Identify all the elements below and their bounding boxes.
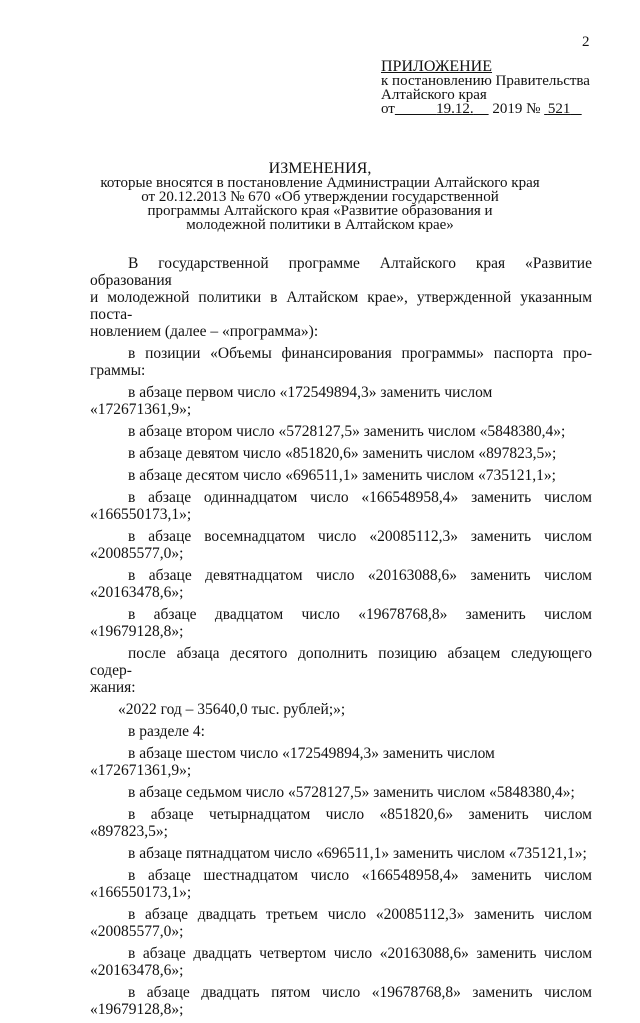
page-number: 2 (582, 34, 590, 50)
date-gap (474, 101, 489, 117)
addition-paragraph (90, 645, 592, 696)
section-item-6: в абзаце шестом число «172549894,3» заменить числом «172671361,9»; (90, 745, 495, 779)
addition-line-1: после абзаца десятого дополнить позицию абзацем следующего содер- (90, 645, 592, 679)
section-item-7: в абзаце седьмом число «5728127,5» заменить числом «5848380,4»; (128, 784, 575, 801)
item-18-line-2: «20085577,0»; (90, 545, 184, 562)
intro-line-3: новлением (далее – «программа»): (90, 323, 319, 340)
item-20-line-1: в абзаце двадцатом число «19678768,8» заменить числом (128, 606, 592, 623)
section-item-15: в абзаце пятнадцатом число «696511,1» заменить числом «735121,1»; (128, 845, 587, 862)
item-18-line-1: в абзаце восемнадцатом число «20085112,3» заменить числом (128, 528, 592, 545)
item-paragraph-11 (90, 489, 592, 523)
section-24-line-2: «20163478,6»; (90, 962, 184, 979)
section-item-16 (90, 867, 592, 901)
section-item-25 (90, 984, 592, 1018)
section-23-line-2: «20085577,0»; (90, 923, 184, 940)
position-paragraph (90, 345, 592, 379)
heading-line-4: молодежной политики в Алтайском крае» (186, 217, 454, 233)
item-19-line-2: «20163478,6»; (90, 584, 184, 601)
appendix-date-line (381, 102, 590, 116)
appendix-block (381, 60, 590, 116)
item-19-line-1: в абзаце девятнадцатом число «20163088,6» заменить числом (128, 567, 592, 584)
section-14-line-1: в абзаце четырнадцатом число «851820,6» заменить числом (128, 806, 592, 823)
section-item-23 (90, 906, 592, 940)
intro-line-2: и молодежной политики в Алтайском крае», утвержденной указанным поста- (90, 289, 592, 323)
position-line-1: в позиции «Объемы финансирования программы» паспорта про- (128, 345, 592, 362)
item-11-line-1: в абзаце одиннадцатом число «166548958,4» заменить числом (128, 489, 592, 506)
item-paragraph-18 (90, 528, 592, 562)
document-number-value: 521 (547, 101, 571, 117)
date-prefix: от (381, 101, 395, 117)
intro-paragraph (90, 255, 592, 340)
quoted-insertion: «2022 год – 35640,0 тыс. рублей;»; (118, 701, 346, 718)
section-heading: в разделе 4: (128, 723, 205, 740)
item-paragraph-10: в абзаце десятом число «696511,1» заменить числом «735121,1»; (128, 467, 556, 484)
heading-line-3: программы Алтайского края «Развитие образования и (147, 203, 493, 219)
appendix-title: ПРИЛОЖЕНИЕ (381, 58, 493, 75)
date-blank (395, 101, 436, 117)
document-body (90, 255, 592, 1023)
item-paragraph-9: в абзаце девятом число «851820,6» заменить числом «897823,5»; (128, 445, 557, 462)
heading-title: ИЗМЕНЕНИЯ, (268, 160, 372, 177)
intro-line-1: В государственной программе Алтайского края «Развитие образования (90, 255, 592, 289)
section-item-14 (90, 806, 592, 840)
section-16-line-2: «166550173,1»; (90, 884, 192, 901)
item-11-line-2: «166550173,1»; (90, 506, 192, 523)
item-paragraph-19 (90, 567, 592, 601)
item-paragraph-1: в абзаце первом число «172549894,3» заменить числом «172671361,9»; (90, 384, 493, 418)
section-24-line-1: в абзаце двадцать четвертом число «20163088,6» заменить числом (128, 945, 592, 962)
section-16-line-1: в абзаце шестнадцатом число «166548958,4» заменить числом (128, 867, 592, 884)
document-number (544, 101, 582, 117)
addition-line-2: жания: (90, 679, 136, 696)
appendix-line-1: к постановлению Правительства (381, 73, 590, 89)
heading-line-2: от 20.12.2013 № 670 «Об утверждении государственной (141, 189, 499, 205)
date-value: 19.12. (436, 101, 474, 117)
item-paragraph-20 (90, 606, 592, 640)
heading-line-1: которые вносятся в постановление Администрации Алтайского края (100, 175, 540, 191)
section-item-24 (90, 945, 592, 979)
position-line-2: граммы: (90, 362, 146, 379)
year-number: 2019 № (492, 101, 541, 117)
section-23-line-1: в абзаце двадцать третьем число «20085112,3» заменить числом (128, 906, 592, 923)
item-20-line-2: «19679128,8»; (90, 623, 184, 640)
appendix-line-2: Алтайского края (381, 87, 487, 103)
section-25-line-1: в абзаце двадцать пятом число «19678768,8» заменить числом (128, 984, 592, 1001)
section-14-line-2: «897823,5»; (90, 823, 168, 840)
section-25-line-2: «19679128,8»; (90, 1001, 184, 1018)
document-heading (0, 162, 640, 232)
item-paragraph-2: в абзаце втором число «5728127,5» заменить числом «5848380,4»; (128, 423, 566, 440)
